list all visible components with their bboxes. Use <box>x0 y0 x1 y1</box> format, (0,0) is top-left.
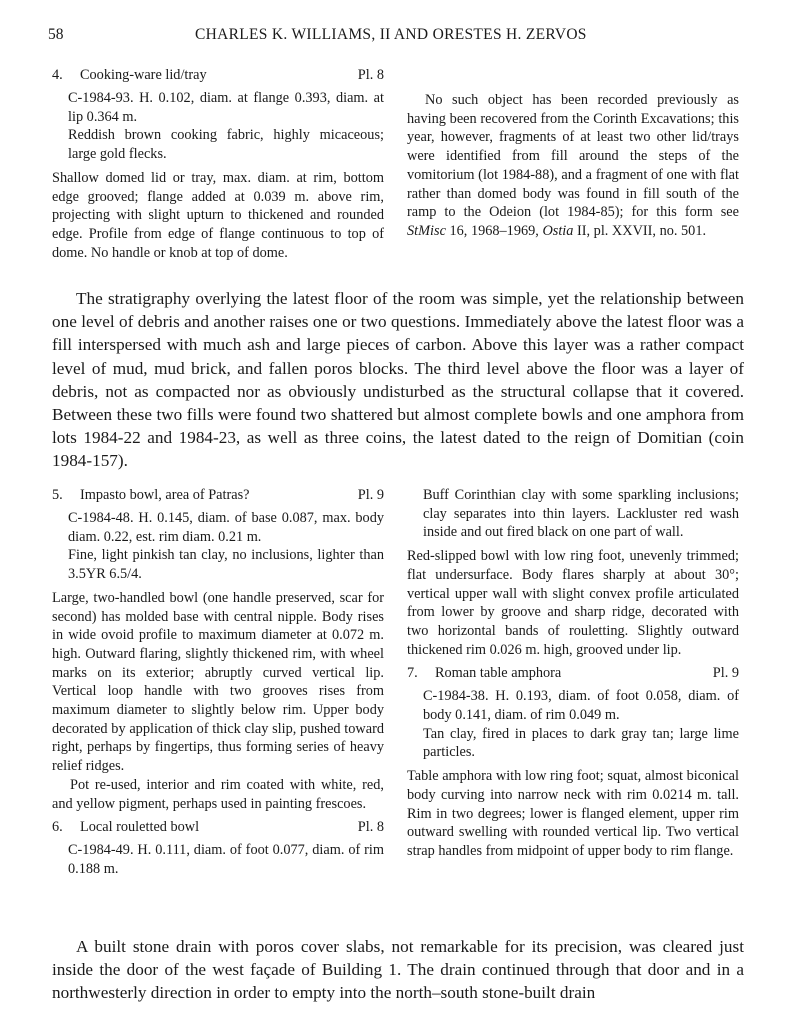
object-description: Red-slipped bowl with low ring foot, unevenly trimmed; flat undersurface. Body flares sharply at about 30°; vertical upper wall with slight convex profile articulated from lower by groove and sharp ridge, decorated with two horizontal bands of rouletting. Slightly outward thickened rim 0.026 m. high, grooved under lip. <box>407 548 739 658</box>
entry-name: Cooking-ware lid/tray <box>80 67 207 83</box>
comment-text: 16, 1968–1969, <box>445 222 543 239</box>
object-description: Large, two-handled bowl (one handle preserved, scar for second) has molded base with central nipple. Body rises in wide ovoid profile to maximum diameter at 0.072 m. high. Outward flaring, slightly thickened rim, with wheel marks on its exterior; abruptly curved vertical lip. Vertical loop handle with two grooves rises from maximum diameter to slightly below rim. Upper body decorated by application of thick clay slip, pushed toward right, perhaps by fingertips, thus forming series of heavy relief ridges. <box>52 589 384 775</box>
catalog-data: C-1984-93. H. 0.102, diam. at flange 0.393, diam. at lip 0.364 m. <box>68 90 384 125</box>
running-title: CHARLES K. WILLIAMS, II AND ORESTES H. ZERVOS <box>195 26 587 43</box>
plate-reference: Pl. 9 <box>712 665 739 682</box>
comment-text: No such object has been recorded previously as having been recovered from the Corinth Excavations; this year, however, fragments of at least two other lid/trays were identified from fill around the steps of the vomitorium (lot 1984-88), and a fragment of one with flat rather than domed body was found in fill south of the ramp to the Odeion (lot 1984-85); for this form see <box>407 92 739 221</box>
entry-name: Impasto bowl, area of Patras? <box>80 487 250 503</box>
fabric-description: Tan clay, fired in places to dark gray tan; large lime particles. <box>423 725 739 761</box>
catalog-data: C-1984-49. H. 0.111, diam. of foot 0.077, diam. of rim 0.188 m. <box>68 842 384 877</box>
reuse-note: Pot re-used, interior and rim coated with white, red, and yellow pigment, perhaps used in painting frescoes. <box>52 776 384 812</box>
entry-6-heading <box>52 818 384 837</box>
catalog-data: C-1984-38. H. 0.193, diam. of foot 0.058, diam. of body 0.141, diam. of rim 0.049 m. <box>423 688 739 724</box>
catalog-data: C-1984-48. H. 0.145, diam. of base 0.087, max. body diam. 0.22, est. rim diam. 0.21 m. <box>68 510 384 545</box>
body-paragraph-2 <box>52 935 744 1005</box>
object-description: Shallow domed lid or tray, max. diam. at rim, bottom edge grooved; flange added at 0.039 m. above rim, projecting with slight upturn to thickened and rounded edge. Profile from edge of flange continuous to top of dome. No handle or knob at top of dome. <box>52 169 384 261</box>
entry-5 <box>52 486 384 879</box>
paragraph-text: A built stone drain with poros cover slabs, not remarkable for its precision, was cleared just inside the door of the west façade of Building 1. The drain continued through that door and in a northwesterly direction in order to empty into the north–south stone-built drain <box>52 937 744 1003</box>
plate-reference: Pl. 8 <box>357 67 384 83</box>
fabric-description: Reddish brown cooking fabric, highly micaceous; large gold flecks. <box>68 127 384 163</box>
body-paragraph-1 <box>52 287 744 473</box>
reference-series: Ostia <box>542 222 574 239</box>
fabric-description: Fine, light pinkish tan clay, no inclusions, lighter than 3.5YR 6.5/4. <box>68 547 384 583</box>
entry-number: 6. <box>52 819 63 836</box>
comparanda-paragraph <box>407 91 739 241</box>
object-description: Table amphora with low ring foot; squat, almost biconical body curving into narrow neck with rim 0.0214 m. tall. Rim in two degrees; lower is flanged element, upper rim outward swelling with rounded vertical lip. Two vertical strap handles from midpoint of upper body to rim flange. <box>407 768 739 859</box>
page-number: 58 <box>48 26 64 43</box>
entry-number: 7. <box>407 665 418 682</box>
entry-6-7 <box>407 486 739 861</box>
comment-text: II, pl. XXVII, no. 501. <box>573 222 707 239</box>
plate-reference: Pl. 9 <box>357 487 384 503</box>
entry-4 <box>52 66 384 262</box>
entry-number: 5. <box>52 487 63 503</box>
plate-reference: Pl. 8 <box>357 819 384 836</box>
entry-5-heading <box>52 486 384 505</box>
fabric-description: Buff Corinthian clay with some sparkling inclusions; clay separates into thin layers. Lackluster red wash inside and out fired black on one part of wall. <box>423 487 739 541</box>
entry-4-heading <box>52 66 384 85</box>
paragraph-text: The stratigraphy overlying the latest floor of the room was simple, yet the relationship between one level of debris and another raises one or two questions. Immediately above the latest floor was a fill interspersed with much ash and large pieces of carbon. Above this layer was a rather compact level of mud, mud brick, and fallen poros blocks. The third level above the floor was a layer of debris, not as compacted nor as obviously undisturbed as the structural collapse that it covered. Between these two fills were found two shattered but almost complete bowls and one amphora from lots 1984-22 and 1984-23, as well as three coins, the latest dated to the reign of Domitian (coin 1984-157). <box>52 289 744 471</box>
entry-name: Local rouletted bowl <box>80 819 200 836</box>
reference-journal: StMisc <box>407 222 446 239</box>
running-header <box>48 26 748 48</box>
entry-number: 4. <box>52 67 63 83</box>
entry-name: Roman table amphora <box>435 665 562 682</box>
entry-4-comment <box>407 91 739 241</box>
entry-7-heading <box>407 664 739 683</box>
